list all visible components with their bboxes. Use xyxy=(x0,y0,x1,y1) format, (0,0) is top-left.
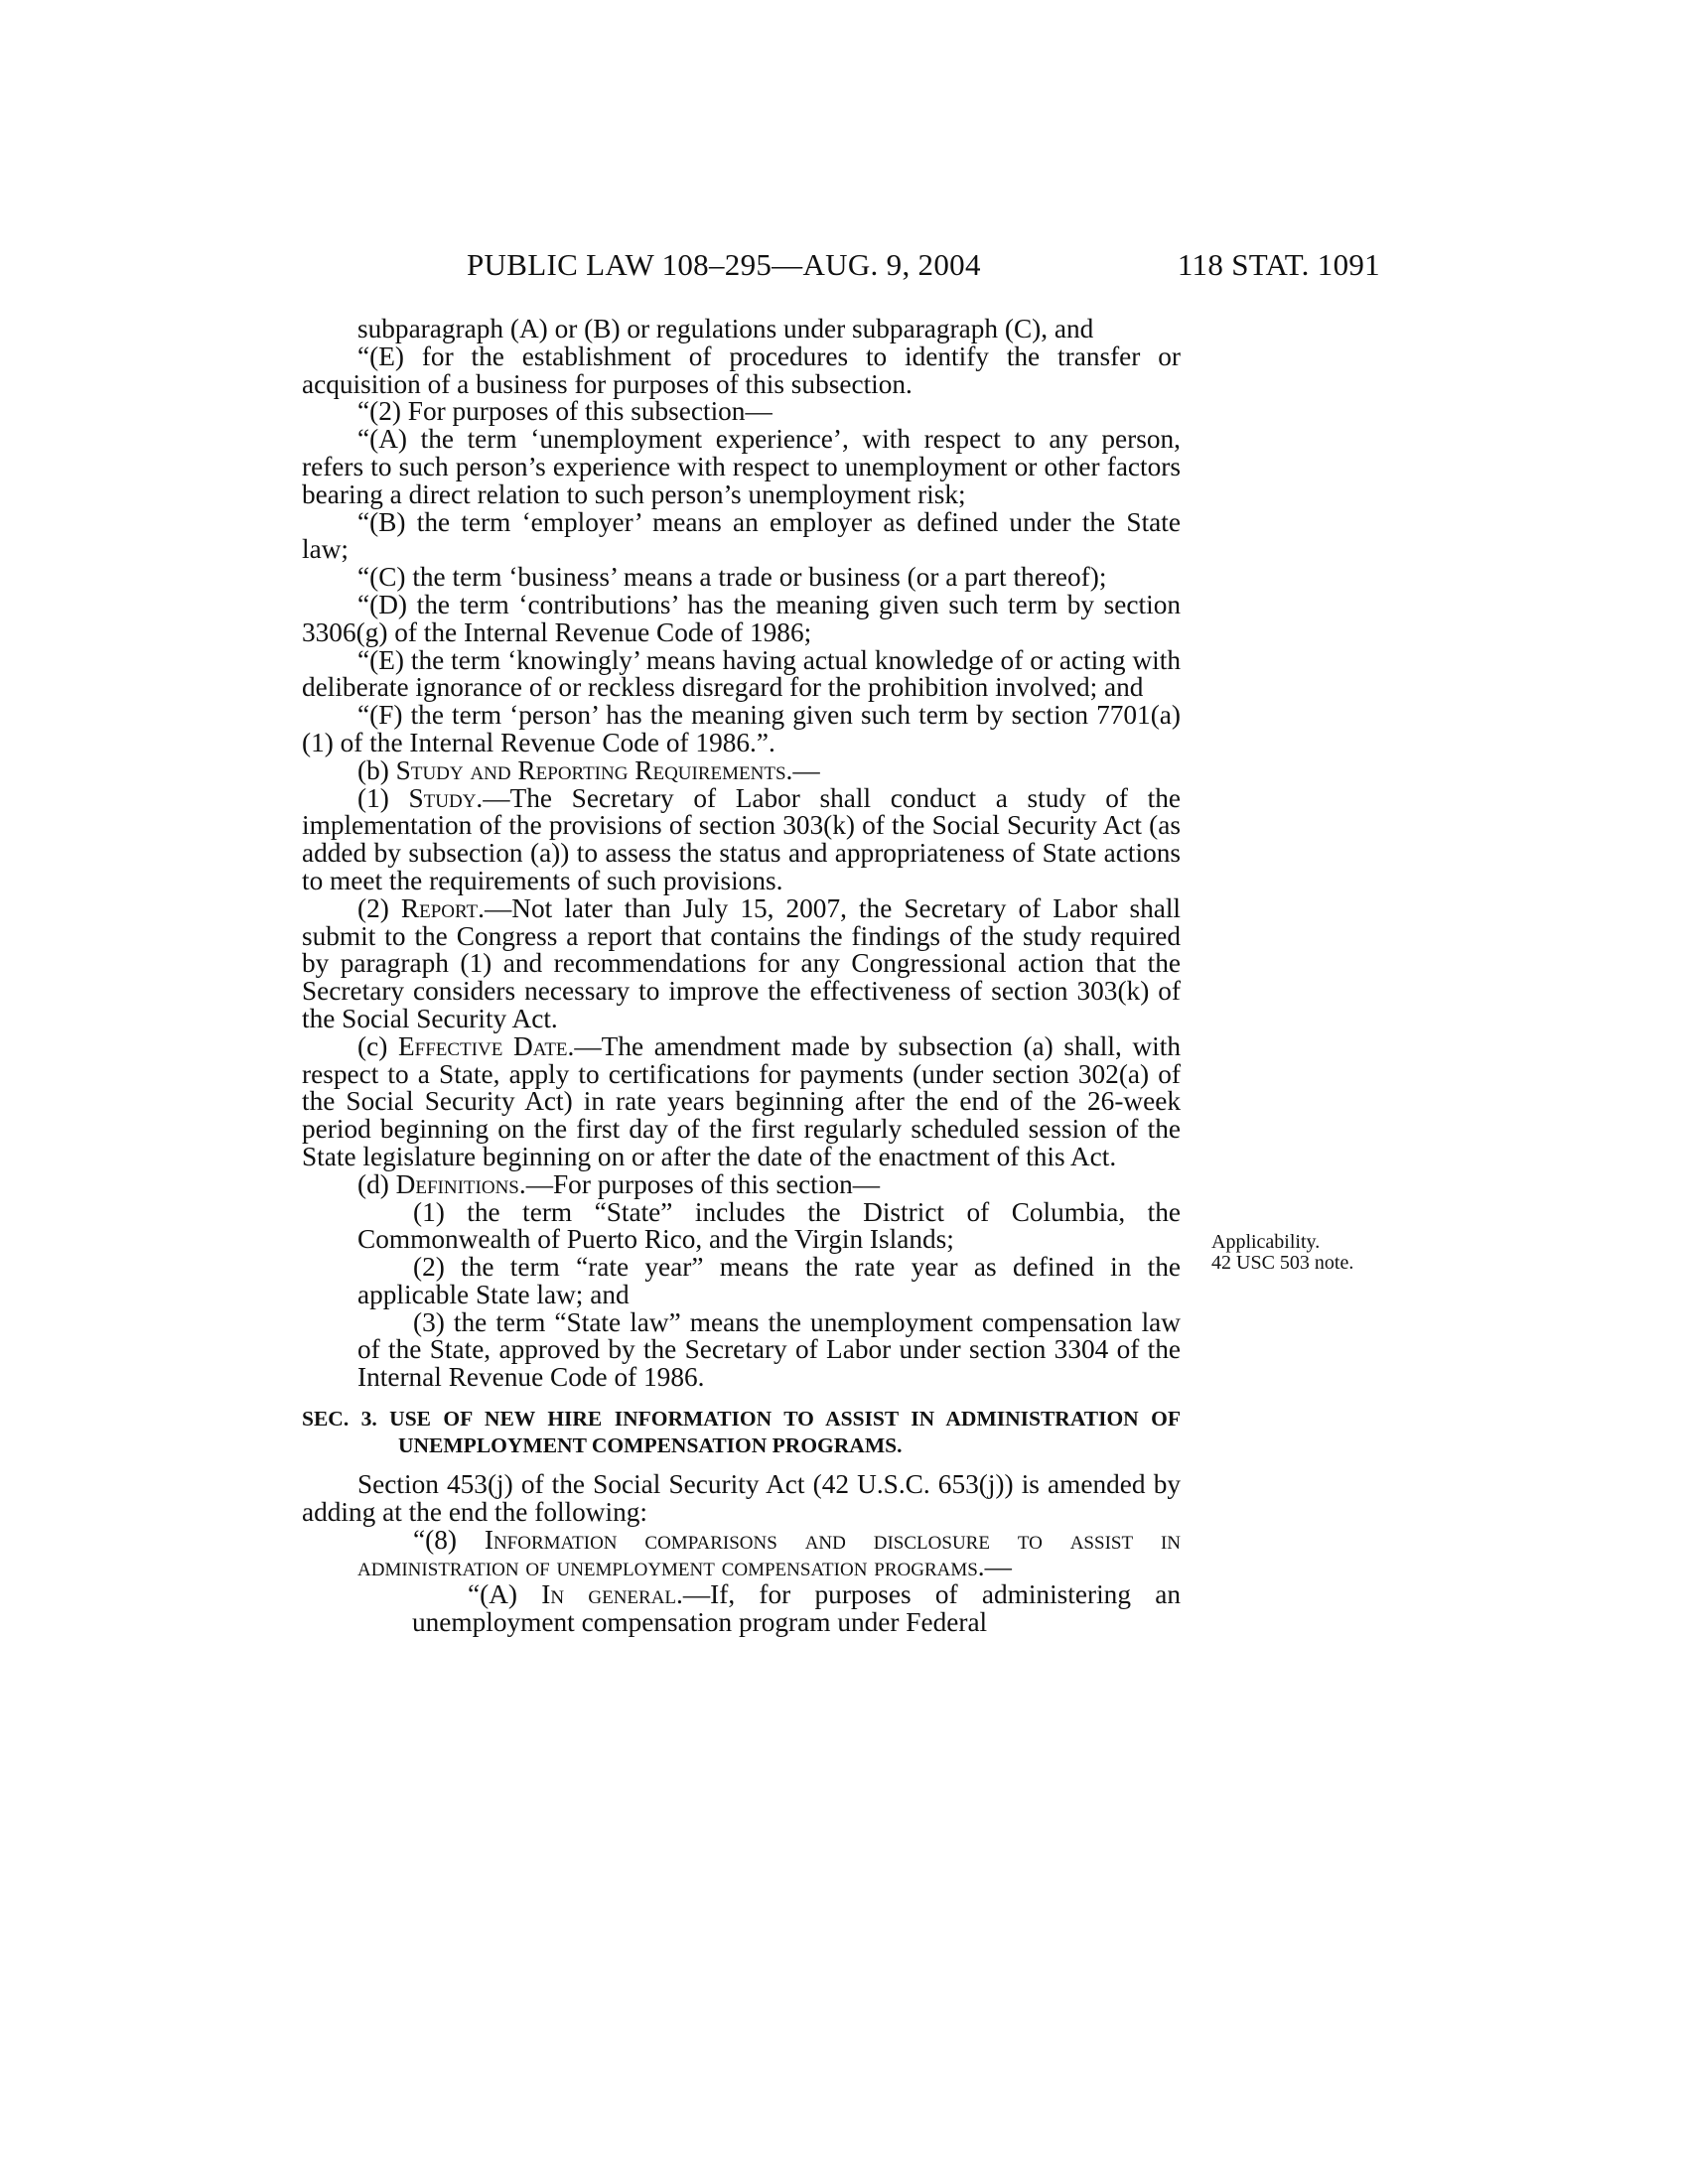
paragraph: “(2) For purposes of this subsection— xyxy=(357,396,773,427)
body-text xyxy=(302,316,1181,1637)
margin-note-applicability: Applicability. xyxy=(1211,1231,1321,1253)
paragraph: “(A) the term ‘unemployment experience’, with respect to any person, refers to such person’s experience with respect to unemployment or other factors bearing a direct relation to such person’s unemployment risk; xyxy=(302,424,1181,509)
paragraph-definitions: (d) Definitions.—For purposes of this section— xyxy=(357,1168,881,1199)
stat-label: 118 STAT. 1091 xyxy=(1177,247,1380,282)
paragraph-report: (2) Report.—Not later than July 15, 2007, the Secretary of Labor shall submit to the Congress a report that contains the findings of the study required by paragraph (1) and recommendations for any Congressional action that the Secretary considers necessary to improve the effectiveness of section 303(k) of the Social Security Act. xyxy=(302,892,1182,1033)
paragraph: “(E) the term ‘knowingly’ means having actual knowledge of or acting with deliberate ignorance of or reckless disregard for the prohibition involved; and xyxy=(302,644,1181,703)
law-label: PUBLIC LAW 108–295—AUG. 9, 2004 xyxy=(467,247,981,282)
paragraph-effective-date: (c) Effective Date.—The amendment made by subsection (a) shall, with respect to a State, apply to certifications for payments (under section 302(a) of the Social Security Act) in rate years beginning after the end of the 26-week period beginning on the first day of the first regularly scheduled session of the State legislature beginning on or after the date of the enactment of this Act. xyxy=(302,1030,1181,1171)
margin-note xyxy=(1211,1232,1353,1274)
section-3-heading: SEC. 3. USE OF NEW HIRE INFORMATION TO ASSIST IN ADMINISTRATION OF UNEMPLOYMENT COMPENSATION PROGRAMS. xyxy=(302,1407,1181,1458)
paragraph: “(E) for the establishment of procedures to identify the transfer or acquisition of a business for purposes of this subsection. xyxy=(302,341,1181,399)
paragraph: (1) the term “State” includes the District of Columbia, the Commonwealth of Puerto Rico, and the Virgin Islands; xyxy=(357,1196,1181,1255)
paragraph-study-heading: (b) Study and Reporting Requirements.— xyxy=(357,754,820,785)
paragraph: “(D) the term ‘contributions’ has the meaning given such term by section 3306(g) of the Internal Revenue Code of 1986; xyxy=(302,589,1181,647)
paragraph-in-general: “(A) In general.—If, for purposes of administering an unemployment compensation program under Federal xyxy=(412,1579,1181,1638)
paragraph-study: (1) Study.—The Secretary of Labor shall conduct a study of the implementation of the provisions of section 303(k) of the Social Security Act (as added by subsection (a)) to assess the status and appropriateness of State actions to meet the requirements of such provisions. xyxy=(302,782,1181,895)
paragraph-information-comparisons: “(8) Information comparisons and disclosure to assist in administration of unemployment compensation programs.— xyxy=(357,1524,1182,1582)
paragraph: (2) the term “rate year” means the rate year as defined in the applicable State law; and xyxy=(357,1252,1181,1309)
paragraph: (3) the term “State law” means the unemployment compensation law of the State, approved by the Secretary of Labor under section 3304 of the Internal Revenue Code of 1986. xyxy=(357,1306,1181,1393)
paragraph: “(B) the term ‘employer’ means an employer as defined under the State law; xyxy=(302,506,1181,565)
paragraph: “(C) the term ‘business’ means a trade or business (or a part thereof); xyxy=(357,562,1107,593)
margin-note-usc: 42 USC 503 note. xyxy=(1211,1252,1354,1274)
paragraph: subparagraph (A) or (B) or regulations under subparagraph (C), and xyxy=(357,314,1094,343)
page-header xyxy=(467,247,1380,287)
paragraph: “(F) the term ‘person’ has the meaning given such term by section 7701(a)(1) of the Internal Revenue Code of 1986.”. xyxy=(302,700,1181,757)
paragraph: Section 453(j) of the Social Security Act (42 U.S.C. 653(j)) is amended by adding at the end the following: xyxy=(302,1469,1181,1527)
